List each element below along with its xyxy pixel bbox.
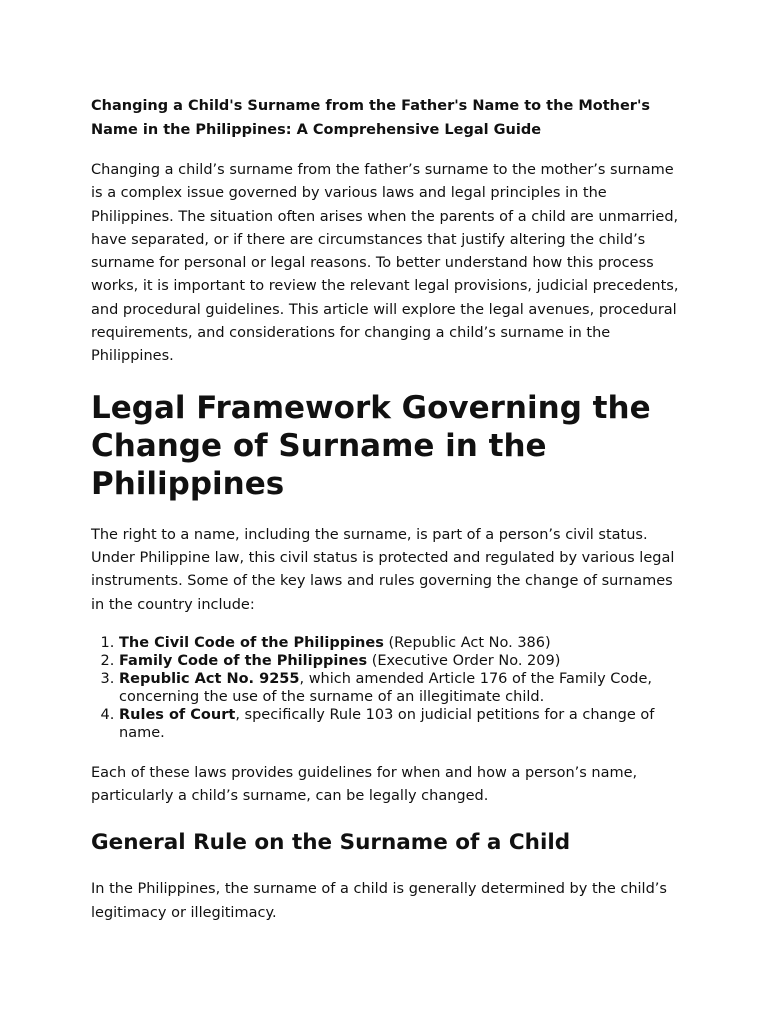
list-item xyxy=(119,652,684,670)
list-item xyxy=(119,706,684,742)
list-item xyxy=(119,634,684,652)
law-detail: (Republic Act No. 386) xyxy=(383,634,551,651)
law-detail: , which amended Article 176 of the Family Code, concerning the use of the surname of an illegitimate child. xyxy=(119,670,653,705)
list-item xyxy=(119,670,684,706)
document-title: Changing a Child's Surname from the Father's Name to the Mother's Name in the Philippines: A Comprehensive Legal Guide xyxy=(91,98,651,138)
legal-framework-paragraph: The right to a name, including the surname, is part of a person’s civil status. Under Philippine law, this civil status is protected and regulated by various legal instruments. Some of the key laws and rules governing the change of surnames in the country include: xyxy=(91,526,675,613)
section-heading-general-rule: General Rule on the Surname of a Child xyxy=(91,830,571,856)
law-name: Family Code of the Philippines xyxy=(119,652,368,669)
law-detail: (Executive Order No. 209) xyxy=(367,652,561,669)
law-name: Rules of Court xyxy=(119,706,236,723)
laws-list xyxy=(91,634,684,742)
law-name: Republic Act No. 9255 xyxy=(119,670,300,687)
section-heading-legal-framework: Legal Framework Governing the Change of Surname in the Philippines xyxy=(91,389,651,502)
law-name: The Civil Code of the Philippines xyxy=(119,634,384,651)
general-rule-paragraph: In the Philippines, the surname of a child is generally determined by the child’s legitimacy or illegitimacy. xyxy=(91,881,667,921)
intro-paragraph: Changing a child’s surname from the father’s surname to the mother’s surname is a complex issue governed by various laws and legal principles in the Philippines. The situation often arises when the parents of a child are unmarried, have separated, or if there are circumstances that justify altering the child’s surname for personal or legal reasons. To better understand how this process works, it is important to review the relevant legal provisions, judicial precedents, and procedural guidelines. This article will explore the legal avenues, procedural requirements, and considerations for changing a child’s surname in the Philippines. xyxy=(91,162,679,365)
laws-closing-paragraph: Each of these laws provides guidelines for when and how a person’s name, particularly a child’s surname, can be legally changed. xyxy=(91,764,638,805)
law-detail: , specifically Rule 103 on judicial petitions for a change of name. xyxy=(119,706,655,741)
